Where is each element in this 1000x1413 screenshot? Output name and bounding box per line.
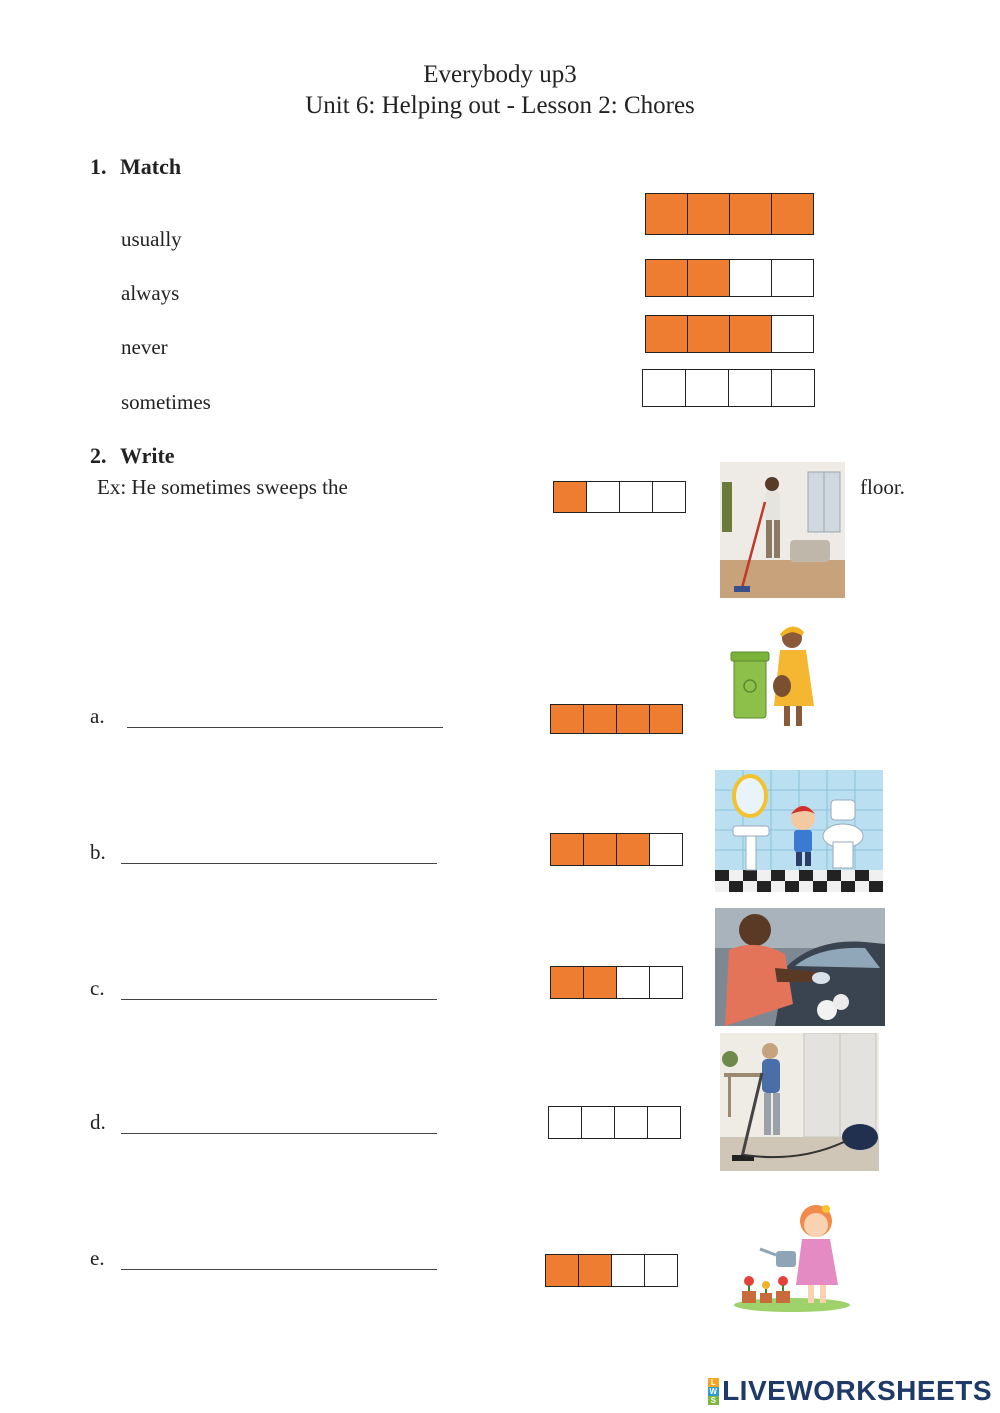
picture-man-sweeping-floor xyxy=(720,462,845,598)
filled-box xyxy=(550,966,584,999)
filled-box xyxy=(550,704,584,734)
section-2-heading xyxy=(90,443,175,469)
bathroom-illustration xyxy=(715,770,883,892)
empty-box xyxy=(586,481,620,513)
filled-box xyxy=(583,704,617,734)
worksheet-subtitle: Unit 6: Helping out - Lesson 2: Chores xyxy=(305,92,695,119)
item-e-letter: e. xyxy=(90,1246,105,1270)
frequency-scale-1[interactable] xyxy=(645,193,814,235)
section-2-number: 2. xyxy=(90,443,107,468)
empty-box xyxy=(619,481,653,513)
empty-box xyxy=(649,966,683,999)
picture-man-washing-car xyxy=(715,908,885,1026)
filled-box xyxy=(645,259,688,297)
filled-box xyxy=(729,193,772,235)
filled-box xyxy=(550,833,584,866)
empty-box xyxy=(644,1254,678,1287)
picture-girl-watering-plants xyxy=(732,1195,852,1315)
item-d-letter: d. xyxy=(90,1110,106,1134)
car-wash-illustration xyxy=(715,908,885,1026)
item-b-letter: b. xyxy=(90,840,106,864)
filled-box xyxy=(616,704,650,734)
empty-box xyxy=(614,1106,648,1139)
filled-box xyxy=(687,259,730,297)
empty-box xyxy=(581,1106,615,1139)
section-1-heading xyxy=(90,154,181,180)
frequency-scale-2[interactable] xyxy=(645,259,814,297)
empty-box xyxy=(771,259,814,297)
watering-illustration xyxy=(732,1195,852,1315)
section-2-title: Write xyxy=(120,443,175,468)
filled-box xyxy=(583,966,617,999)
frequency-scale-3[interactable] xyxy=(645,315,814,353)
empty-box xyxy=(771,315,814,353)
filled-box xyxy=(578,1254,612,1287)
filled-box xyxy=(645,193,688,235)
brand-badge: L W S xyxy=(709,1377,718,1405)
liveworksheets-logo xyxy=(708,1375,992,1407)
item-b-frequency-scale xyxy=(550,833,683,866)
picture-boy-vacuuming xyxy=(720,1033,879,1171)
example-sentence: Ex: He sometimes sweeps the xyxy=(97,475,348,499)
sweeping-illustration xyxy=(720,462,845,598)
empty-box xyxy=(649,833,683,866)
word-usually: usually xyxy=(121,227,182,251)
item-c-frequency-scale xyxy=(550,966,683,999)
word-always: always xyxy=(121,281,180,305)
example-ending: floor. xyxy=(860,475,905,499)
brand-name: LIVEWORKSHEETS xyxy=(722,1375,992,1406)
picture-boy-cleaning-bathroom xyxy=(715,770,883,892)
frequency-scale-4[interactable] xyxy=(642,369,815,407)
filled-box xyxy=(687,193,730,235)
filled-box xyxy=(616,833,650,866)
worksheet-title: Everybody up3 xyxy=(423,61,577,88)
trash-illustration xyxy=(728,622,824,734)
item-c-letter: c. xyxy=(90,976,105,1000)
filled-box xyxy=(687,315,730,353)
empty-box xyxy=(685,369,729,407)
item-e-frequency-scale xyxy=(545,1254,678,1287)
word-never: never xyxy=(121,335,168,359)
item-e-answer-line[interactable] xyxy=(121,1269,437,1270)
filled-box xyxy=(729,315,772,353)
vacuum-illustration xyxy=(720,1033,879,1171)
empty-box xyxy=(729,259,772,297)
empty-box xyxy=(728,369,772,407)
item-a-answer-line[interactable] xyxy=(127,727,443,728)
empty-box xyxy=(611,1254,645,1287)
empty-box xyxy=(642,369,686,407)
item-c-answer-line[interactable] xyxy=(121,999,437,1000)
filled-box xyxy=(771,193,814,235)
empty-box xyxy=(647,1106,681,1139)
item-d-answer-line[interactable] xyxy=(121,1133,437,1134)
empty-box xyxy=(771,369,815,407)
item-a-frequency-scale xyxy=(550,704,683,734)
item-a-letter: a. xyxy=(90,704,105,728)
section-1-title: Match xyxy=(120,154,182,179)
word-sometimes: sometimes xyxy=(121,390,211,414)
filled-box xyxy=(645,315,688,353)
section-1-number: 1. xyxy=(90,154,107,179)
empty-box xyxy=(616,966,650,999)
filled-box xyxy=(583,833,617,866)
empty-box xyxy=(548,1106,582,1139)
filled-box xyxy=(545,1254,579,1287)
empty-box xyxy=(652,481,686,513)
filled-box xyxy=(649,704,683,734)
item-b-answer-line[interactable] xyxy=(121,863,437,864)
example-frequency-scale xyxy=(553,481,686,513)
picture-girl-taking-out-trash xyxy=(728,622,824,734)
item-d-frequency-scale xyxy=(548,1106,681,1139)
filled-box xyxy=(553,481,587,513)
